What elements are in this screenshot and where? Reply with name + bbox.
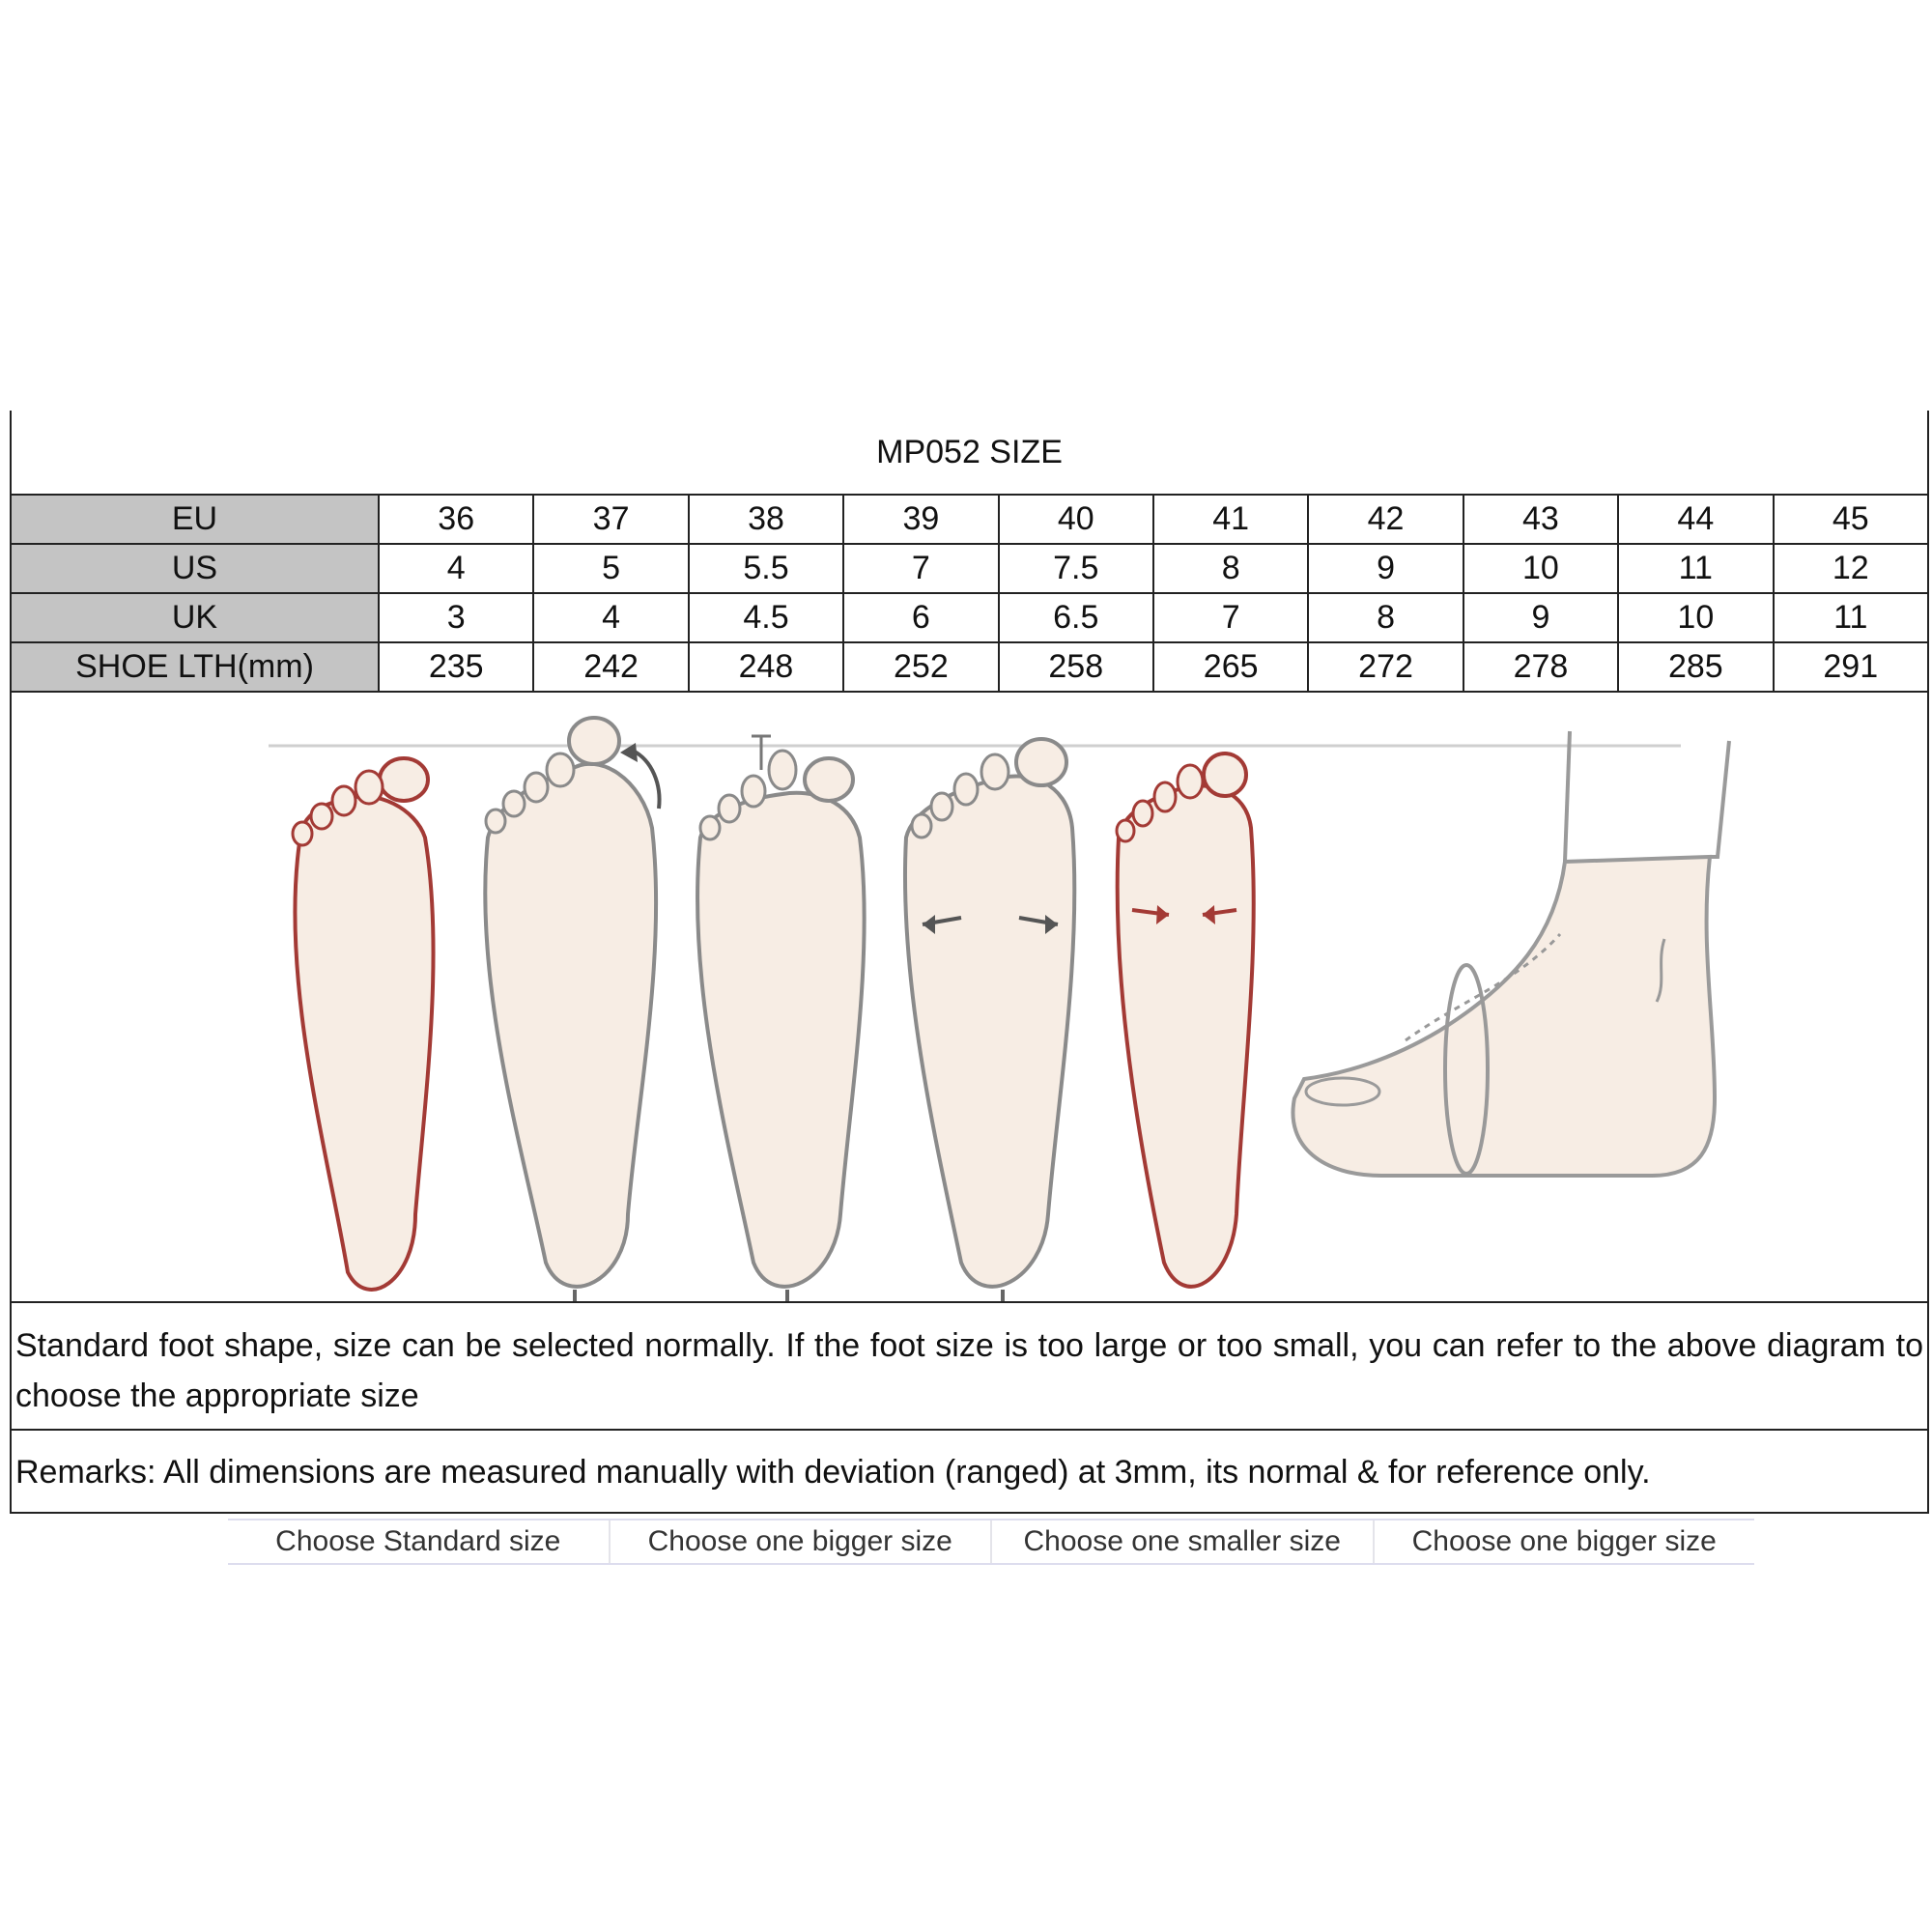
narrow-foot-icon bbox=[1117, 753, 1254, 1287]
caption-bigger-1: Choose one bigger size bbox=[611, 1520, 993, 1563]
size-row bbox=[11, 593, 1928, 642]
size-row bbox=[11, 495, 1928, 544]
size-cell: 11 bbox=[1774, 593, 1928, 642]
size-cell: 4 bbox=[533, 593, 688, 642]
size-cell: 278 bbox=[1463, 642, 1618, 692]
size-cell: 252 bbox=[843, 642, 998, 692]
size-cell: 3 bbox=[379, 593, 533, 642]
size-row-label: UK bbox=[11, 593, 379, 642]
size-row-label: SHOE LTH(mm) bbox=[11, 642, 379, 692]
caption-smaller: Choose one smaller size bbox=[992, 1520, 1375, 1563]
caption-standard: Choose Standard size bbox=[228, 1520, 611, 1563]
size-cell: 285 bbox=[1618, 642, 1773, 692]
diagram-captions bbox=[228, 1519, 1754, 1565]
size-cell: 10 bbox=[1618, 593, 1773, 642]
size-cell: 44 bbox=[1618, 495, 1773, 544]
size-cell: 43 bbox=[1463, 495, 1618, 544]
size-cell: 40 bbox=[999, 495, 1153, 544]
caption-bigger-2: Choose one bigger size bbox=[1411, 1525, 1717, 1557]
size-chart-sheet bbox=[10, 411, 1929, 1557]
wide-foot-icon bbox=[905, 739, 1074, 1287]
size-cell: 37 bbox=[533, 495, 688, 544]
size-cell: 38 bbox=[689, 495, 843, 544]
size-cell: 45 bbox=[1774, 495, 1928, 544]
size-cell: 5.5 bbox=[689, 544, 843, 593]
size-cell: 42 bbox=[1308, 495, 1463, 544]
size-cell: 9 bbox=[1308, 544, 1463, 593]
size-cell: 41 bbox=[1153, 495, 1308, 544]
size-cell: 5 bbox=[533, 544, 688, 593]
size-cell: 235 bbox=[379, 642, 533, 692]
size-cell: 10 bbox=[1463, 544, 1618, 593]
size-cell: 8 bbox=[1308, 593, 1463, 642]
bracket-line bbox=[575, 1290, 1003, 1301]
foot-shape-note: Standard foot shape, size can be selected normally. If the foot size is too large or too small, you can refer to the above diagram to choose the appropriate size bbox=[10, 1301, 1929, 1431]
size-row-label: US bbox=[11, 544, 379, 593]
size-table bbox=[10, 494, 1929, 693]
size-cell: 6 bbox=[843, 593, 998, 642]
foot-illustrations bbox=[10, 693, 1929, 1301]
size-cell: 248 bbox=[689, 642, 843, 692]
size-cell: 291 bbox=[1774, 642, 1928, 692]
size-cell: 4.5 bbox=[689, 593, 843, 642]
size-cell: 8 bbox=[1153, 544, 1308, 593]
size-cell: 7.5 bbox=[999, 544, 1153, 593]
size-cell: 272 bbox=[1308, 642, 1463, 692]
size-cell: 7 bbox=[1153, 593, 1308, 642]
chart-title: MP052 SIZE bbox=[876, 433, 1063, 470]
size-cell: 258 bbox=[999, 642, 1153, 692]
size-cell: 9 bbox=[1463, 593, 1618, 642]
size-row-label: EU bbox=[11, 495, 379, 544]
size-cell: 39 bbox=[843, 495, 998, 544]
size-cell: 12 bbox=[1774, 544, 1928, 593]
size-cell: 265 bbox=[1153, 642, 1308, 692]
size-row bbox=[11, 642, 1928, 692]
size-cell: 4 bbox=[379, 544, 533, 593]
size-cell: 36 bbox=[379, 495, 533, 544]
size-row bbox=[11, 544, 1928, 593]
size-cell: 7 bbox=[843, 544, 998, 593]
second-toe-foot-icon bbox=[697, 736, 865, 1287]
long-toe-foot-icon bbox=[485, 718, 659, 1287]
size-cell: 6.5 bbox=[999, 593, 1153, 642]
remarks-text: Remarks: All dimensions are measured manually with deviation (ranged) at 3mm, its normal & for reference only. bbox=[15, 1453, 1651, 1491]
standard-foot-icon bbox=[293, 758, 434, 1290]
size-cell: 242 bbox=[533, 642, 688, 692]
size-cell: 11 bbox=[1618, 544, 1773, 593]
side-view-foot-icon bbox=[1293, 731, 1729, 1176]
